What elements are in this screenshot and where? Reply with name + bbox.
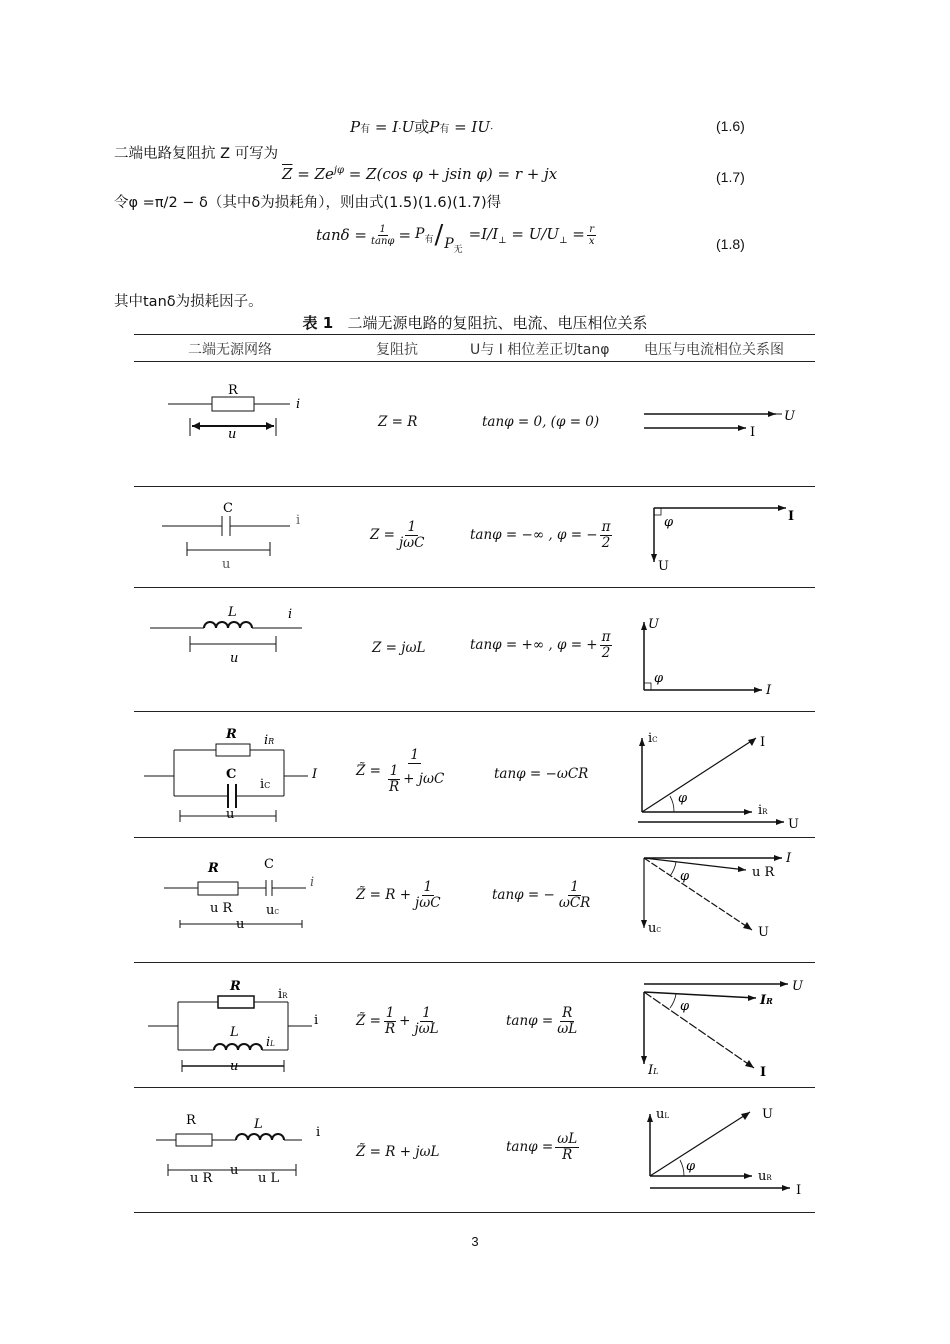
phasor-diagram bbox=[636, 848, 806, 940]
svg-text:uC: uC bbox=[648, 921, 661, 936]
svg-text:I: I bbox=[760, 735, 766, 750]
circuit-capacitor bbox=[160, 498, 320, 574]
svg-text:u: u bbox=[228, 427, 237, 442]
phasor-diagram bbox=[640, 1100, 810, 1200]
svg-text:i: i bbox=[316, 1125, 321, 1140]
svg-text:U: U bbox=[788, 817, 799, 832]
svg-text:u R: u R bbox=[210, 901, 233, 916]
svg-text:L: L bbox=[230, 1025, 239, 1040]
svg-text:R: R bbox=[230, 979, 241, 994]
svg-text:u L: u L bbox=[258, 1171, 280, 1186]
svg-text:u R: u R bbox=[752, 865, 775, 880]
svg-text:i: i bbox=[296, 397, 301, 412]
svg-text:I: I bbox=[788, 509, 795, 524]
svg-text:R: R bbox=[186, 1113, 196, 1128]
table-header-tan: U与 I 相位差正切tanφ bbox=[470, 342, 610, 358]
table-rule bbox=[134, 486, 815, 487]
impedance-cell: Z̃ = $\frac{1}{R}$ + $\frac{1}{\text{jωL}}$ bbox=[356, 1005, 439, 1037]
circuit-resistor bbox=[160, 380, 320, 440]
table-rule bbox=[134, 837, 815, 838]
svg-text:R: R bbox=[228, 383, 238, 398]
svg-text:U: U bbox=[758, 925, 769, 940]
impedance-cell: Z = jωL bbox=[372, 640, 426, 656]
svg-text:u: u bbox=[230, 1163, 239, 1178]
svg-text:IL: IL bbox=[648, 1063, 659, 1078]
svg-text:iC: iC bbox=[648, 731, 658, 746]
svg-text:φ: φ bbox=[654, 671, 664, 686]
equation-number: (1.8) bbox=[716, 236, 745, 252]
paragraph-line: 令φ =π/2 − δ（其中δ为损耗角），则由式(1.5)(1.6)(1.7)得 bbox=[114, 195, 502, 211]
equation-1-6: P有 = I⋅U或P有 = IU⋅ bbox=[350, 118, 494, 136]
svg-text:I: I bbox=[766, 683, 772, 698]
tan-cell: tanφ = − $\frac{1}{\text{ωCR}}$ bbox=[492, 879, 591, 911]
svg-text:I: I bbox=[786, 851, 792, 866]
svg-text:I: I bbox=[796, 1183, 802, 1198]
impedance-cell: Z = $\frac{1}{\text{jωC}}$ bbox=[370, 519, 425, 551]
table-label: 表 1 bbox=[302, 314, 334, 332]
svg-text:iR: iR bbox=[264, 733, 275, 748]
table-rule bbox=[134, 587, 815, 588]
svg-text:U: U bbox=[762, 1107, 773, 1122]
table-header-impedance: 复阻抗 bbox=[376, 342, 418, 358]
circuit-rc-series bbox=[160, 848, 330, 934]
svg-text:R: R bbox=[226, 727, 237, 742]
svg-text:U: U bbox=[784, 409, 795, 424]
table-rule bbox=[134, 1087, 815, 1088]
svg-text:IR: IR bbox=[760, 993, 773, 1008]
svg-text:I: I bbox=[312, 767, 318, 782]
table-rule bbox=[134, 962, 815, 963]
phasor-diagram bbox=[640, 400, 810, 440]
svg-text:uR: uR bbox=[758, 1169, 772, 1184]
svg-text:iC: iC bbox=[260, 777, 271, 792]
svg-text:L: L bbox=[228, 605, 237, 620]
tan-cell: tanφ = −∞ , φ = − $\frac{\pi}{2}$ bbox=[470, 519, 611, 551]
svg-text:u: u bbox=[222, 557, 231, 572]
svg-text:φ: φ bbox=[680, 869, 690, 884]
table-rule-top bbox=[134, 334, 815, 335]
svg-text:I: I bbox=[750, 425, 756, 440]
svg-text:u: u bbox=[236, 917, 245, 932]
svg-text:i: i bbox=[314, 1013, 319, 1028]
table-rule-bottom bbox=[134, 1212, 815, 1213]
svg-text:φ: φ bbox=[678, 791, 688, 806]
svg-text:uL: uL bbox=[656, 1107, 670, 1122]
equation-1-7: $\overline{Z} = Ze^{j\varphi} = Z(\cos$ φ + jsin φ) = r + jx bbox=[282, 165, 558, 183]
svg-text:i: i bbox=[288, 607, 293, 622]
equation-number: (1.6) bbox=[716, 118, 745, 134]
circuit-inductor bbox=[148, 600, 318, 670]
svg-text:i: i bbox=[310, 875, 315, 890]
table-caption bbox=[0, 312, 950, 333]
svg-text:R: R bbox=[208, 861, 219, 876]
svg-text:U: U bbox=[658, 559, 669, 574]
table-rule bbox=[134, 711, 815, 712]
svg-text:I: I bbox=[760, 1065, 767, 1080]
svg-text:φ: φ bbox=[680, 999, 690, 1014]
svg-text:u R: u R bbox=[190, 1171, 213, 1186]
svg-text:u: u bbox=[230, 651, 239, 666]
svg-text:C: C bbox=[264, 857, 274, 872]
svg-text:u: u bbox=[230, 1059, 239, 1074]
table-header-network: 二端无源网络 bbox=[188, 342, 272, 358]
table-title: 二端无源电路的复阻抗、电流、电压相位关系 bbox=[347, 314, 648, 332]
svg-text:iR: iR bbox=[758, 803, 768, 818]
phasor-diagram bbox=[640, 500, 810, 576]
paragraph-line: 二端电路复阻抗 Z 可写为 bbox=[114, 146, 279, 162]
tan-cell: tanφ = +∞ , φ = + $\frac{\pi}{2}$ bbox=[470, 629, 611, 661]
svg-text:iL: iL bbox=[266, 1035, 275, 1050]
equation-number: (1.7) bbox=[716, 169, 745, 185]
svg-text:φ: φ bbox=[664, 515, 674, 530]
svg-text:U: U bbox=[648, 617, 659, 632]
svg-text:uC: uC bbox=[266, 903, 279, 918]
circuit-rl-parallel bbox=[146, 974, 326, 1078]
phasor-diagram bbox=[636, 974, 810, 1078]
svg-text:C: C bbox=[226, 767, 237, 782]
tan-cell: tanφ = 0, (φ = 0) bbox=[482, 414, 600, 430]
impedance-cell: Z̃ = 1 $\frac{1}{R}$ + jωC bbox=[356, 747, 445, 795]
svg-text:u: u bbox=[226, 807, 235, 822]
svg-text:U: U bbox=[792, 979, 803, 994]
svg-text:i: i bbox=[296, 513, 301, 528]
phasor-diagram bbox=[632, 728, 812, 832]
circuit-rc-parallel bbox=[142, 722, 322, 826]
table-header-phasor: 电压与电流相位关系图 bbox=[644, 342, 784, 358]
table-rule-header bbox=[134, 361, 815, 362]
svg-text:iR: iR bbox=[278, 987, 288, 1002]
svg-text:L: L bbox=[254, 1117, 263, 1132]
tan-cell: tanφ = $\frac{\omega L}{R}$ bbox=[506, 1131, 578, 1163]
equation-1-8: tanδ = $\frac{1}{\tan\varphi}$ = $P_有$ / $P_无$ $=I/I_\perp = U/U_\perp$ = $\frac{r}{x}$ bbox=[316, 220, 595, 255]
circuit-rl-series bbox=[150, 1106, 330, 1186]
impedance-cell: Z = R bbox=[378, 414, 418, 430]
impedance-cell: Z̃ = R + jωL bbox=[356, 1144, 440, 1160]
paragraph-line: 其中tanδ为损耗因子。 bbox=[114, 294, 263, 310]
page-number: 3 bbox=[471, 1234, 479, 1249]
tan-cell: tanφ = $\frac{R}{\omega L}$ bbox=[506, 1005, 578, 1037]
svg-text:C: C bbox=[223, 501, 233, 516]
impedance-cell: Z̃ = R + $\frac{1}{\text{jωC}}$ bbox=[356, 879, 441, 911]
tan-cell: tanφ = −ωCR bbox=[494, 766, 589, 782]
svg-text:φ: φ bbox=[686, 1159, 696, 1174]
phasor-diagram bbox=[636, 614, 806, 698]
